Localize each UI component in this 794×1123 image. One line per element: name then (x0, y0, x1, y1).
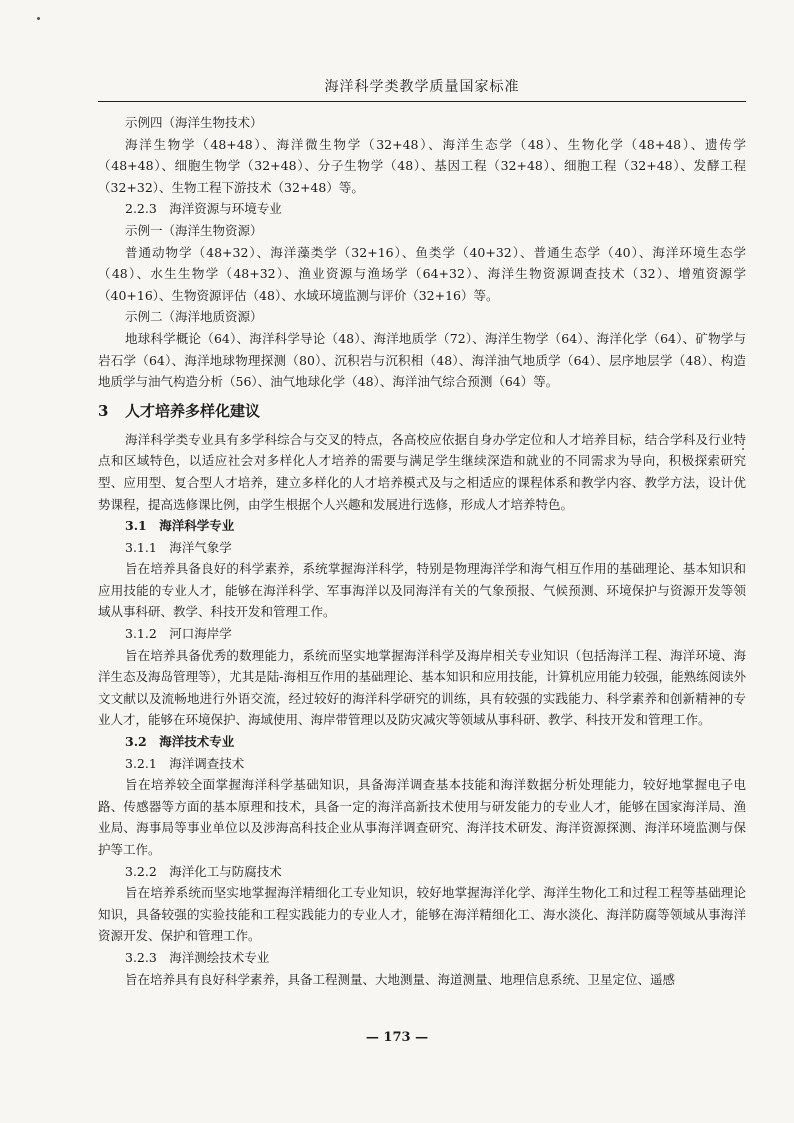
section-3-2-title: 3.2 海洋技术专业 (125, 734, 235, 750)
example-1-title: 示例一（海洋生物资源） (125, 222, 263, 238)
example-2-title: 示例二（海洋地质资源） (125, 309, 263, 325)
section-3-1-2-title: 3.1.2 河口海岸学 (125, 626, 232, 642)
example-4-body: 海洋生物学（48+48）、海洋微生物学（32+48）、海洋生态学（48）、生物化学（48+48）、遗传学（48+48）、细胞生物学（32+48）、分子生物学（48）、基因工程（32+48）、细胞工程（32+48）、发酵工程（32+32）、生物工程下游技术（32+48）等。 (98, 136, 746, 195)
example-2-body: 地球科学概论（64）、海洋科学导论（48）、海洋地质学（72）、海洋生物学（64）、海洋化学（64）、矿物学与岩石学（64）、海洋地球物理探测（80）、沉积岩与沉积相（48）、海洋油气地质学（64）、层序地层学（48）、构造地质学与油气构造分析（56）、油气地球化学（48）、海洋油气综合预测（64）等。 (98, 330, 746, 390)
scan-speck (37, 17, 40, 20)
section-3-title: 人才培养多样化建议 (125, 401, 261, 420)
header-title: 海洋科学类教学质量国家标准 (324, 79, 520, 95)
section-3-intro: 海洋科学类专业具有多学科综合与交叉的特点，各高校应依据自身办学定位和人才培养目标，结合学科及行业特点和区域特色，以适应社会对多样化人才培养的需要与满足学生继续深造和就业的不同需求为导向，积极探索研究型、应用型、复合型人才培养，建立多样化的人才培养模式及与之相适应的课程体系和教学内容、教学方法，设计优势课程，提高选修课比例，由学生根据个人兴趣和发展进行选修，形成人才培养特色。 (98, 431, 746, 512)
page-body (98, 112, 746, 990)
section-3-2-1-body: 旨在培养较全面掌握海洋科学基础知识，具备海洋调查基本技能和海洋数据分析处理能力，较好地掌握电子电路、传感器等方面的基本原理和技术，具备一定的海洋高新技术使用与研发能力的专业人才，能够在国家海洋局、渔业局、海事局等事业单位以及涉海高科技企业从事海洋调查研究、海洋技术研发、海洋资源探测、海洋环境监测与保护等工作。 (98, 777, 746, 857)
section-3-2-2-title: 3.2.2 海洋化工与防腐技术 (125, 863, 282, 879)
section-3-2-1-title: 3.2.1 海洋调查技术 (125, 755, 245, 771)
section-3-1-title: 3.1 海洋科学专业 (125, 518, 235, 534)
section-3-1-1-body: 旨在培养具备良好的科学素养，系统掌握海洋科学，特别是物理海洋学和海气相互作用的基础理论、基本知识和应用技能的专业人才，能够在海洋科学、军事海洋以及同海洋有关的气象预报、气候预测、环境保护与资源开发等领域从事科研、教学、科技开发和管理工作。 (98, 561, 746, 620)
section-3-heading (98, 399, 746, 423)
scan-speck (742, 448, 744, 450)
example-1-body: 普通动物学（48+32）、海洋藻类学（32+16）、鱼类学（40+32）、普通生态学（40）、海洋环境生态学（48）、水生生物学（48+32）、渔业资源与渔场学（64+32）、海洋生物资源调查技术（32）、增殖资源学（40+16）、生物资源评估（48）、水域环境监测与评价（32+16）等。 (98, 244, 746, 303)
example-4-title: 示例四（海洋生物技术） (125, 115, 263, 130)
subsection-2-2-3-title: 2.2.3 海洋资源与环境专业 (125, 201, 282, 217)
section-3-1-1-title: 3.1.1 海洋气象学 (125, 539, 232, 555)
section-3-2-3-body: 旨在培养具有良好科学素养，具备工程测量、大地测量、海道测量、地理信息系统、卫星定位、遥感 (125, 971, 676, 987)
section-3-2-2-body: 旨在培养系统而坚实地掌握海洋精细化工专业知识，较好地掌握海洋化学、海洋生物化工和过程工程等基础理论知识，具备较强的实验技能和工程实践能力的专业人才，能够在海洋精细化工、海水淡化、海洋防腐等领域从事海洋资源开发、保护和管理工作。 (98, 885, 746, 944)
running-header (98, 73, 746, 102)
section-3-1-2-body: 旨在培养具备优秀的数理能力，系统而坚实地掌握海洋科学及海岸相关专业知识（包括海洋工程、海洋环境、海洋生态及海岛管理等），尤其是陆-海相互作用的基础理论、基本知识和应用技能，计算机应用能力较强，能熟练阅读外文文献以及流畅地进行外语交流，经过较好的海洋科学研究的训练，具有较强的实践能力、科学素养和创新精神的专业人才，能够在环境保护、海域使用、海岸带管理以及防灾减灾等领域从事科研、教学、科技开发和管理工作。 (98, 647, 746, 728)
page-number: — 173 — (365, 1030, 429, 1045)
section-3-number: 3 (98, 401, 109, 420)
section-3-2-3-title: 3.2.3 海洋测绘技术专业 (125, 949, 270, 965)
